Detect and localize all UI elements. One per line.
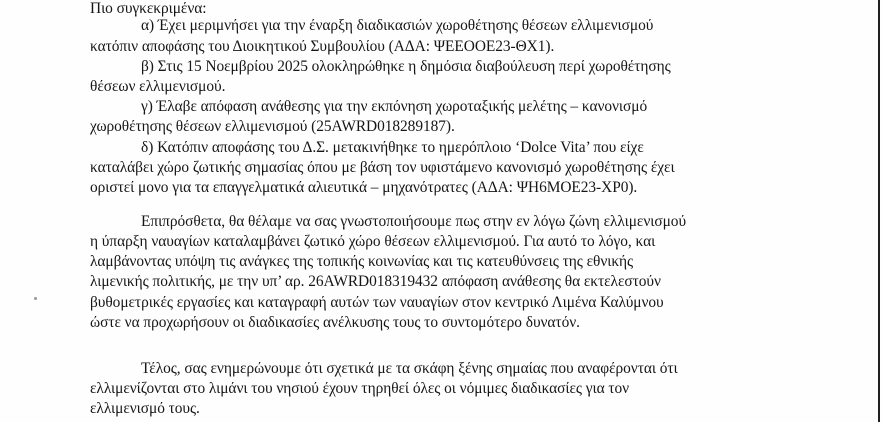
paragraph-2-line-3: λαμβάνοντας υπόψη τις ανάγκες της τοπικής κοινωνίας και τις κατευθύνσεις της εθνικής	[90, 253, 634, 270]
item-d-line-2: καταλάβει χώρο ζωτικής σημασίας όπου με βάση τον υφιστάμενο κανονισμό χωροθέτησης έχει	[90, 159, 675, 176]
item-a-line-2: κατόπιν αποφάσης του Διοικητικού Συμβουλίου (ΑΔΑ: ΨΕΕΟΟΕ23-ΘΧ1).	[90, 38, 555, 55]
item-a-line-1: α) Έχει μεριμνήσει για την έναρξη διαδικασιών χωροθέτησης θέσεων ελλιμενισμού	[141, 17, 654, 34]
paragraph-3-line-1: Τέλος, σας ενημερώνουμε ότι σχετικά με τα σκάφη ξένης σημαίας που αναφέρονται ότι	[141, 360, 678, 377]
paragraph-3-line-2: ελλιμενίζονται στο λιμάνι του νησιού έχουν τηρηθεί όλες οι νόμιμες διαδικασίες για τον	[90, 380, 630, 397]
item-d-line-3: οριστεί μονο για τα επαγγελματικά αλιευτικά – μηχανότρατες (ΑΔΑ: ΨΗ6ΜΟΕ23-ΧΡ0).	[90, 179, 638, 196]
scan-speck	[34, 297, 37, 300]
page-edge-rule	[878, 0, 880, 422]
paragraph-2-line-4: λιμενικής πολιτικής, με την υπ’ αρ. 26AWRD018319432 απόφαση ανάθεσης θα εκτελεστούν	[90, 273, 661, 290]
intro-line: Πιο συγκεκριμένα:	[90, 0, 207, 17]
paragraph-2-line-5: βυθομετρικές εργασίες και καταγραφή αυτών των ναυαγίων στον κεντρικό Λιμένα Καλύμνου	[90, 294, 664, 311]
paragraph-2-line-6: ώστε να προχωρήσουν οι διαδικασίες ανέλκυσης τους το συντομότερο δυνατόν.	[90, 314, 580, 331]
paragraph-3-line-3: ελλιμενισμό τους.	[90, 400, 200, 417]
item-c-line-2: χωροθέτησης θέσεων ελλιμενισμού (25AWRD018289187).	[90, 118, 455, 135]
item-d-line-1: δ) Κατόπιν αποφάσης του Δ.Σ. μετακινήθηκε το ημερόπλοιο ‘Dolce Vita’ που είχε	[141, 139, 644, 156]
paragraph-2-line-2: η ύπαρξη ναυαγίων καταλαμβάνει ζωτικό χώρο θέσεων ελλιμενισμού. Για αυτό το λόγο, και	[90, 233, 656, 250]
paragraph-2-line-1: Επιπρόσθετα, θα θέλαμε να σας γνωστοποιήσουμε πως στην εν λόγω ζώνη ελλιμενισμού	[141, 213, 687, 230]
item-b-line-2: θέσεων ελλιμενισμού.	[90, 78, 226, 95]
item-c-line-1: γ) Έλαβε απόφαση ανάθεσης για την εκπόνηση χωροταξικής μελέτης – κανονισμό	[141, 98, 648, 115]
item-b-line-1: β) Στις 15 Νοεμβρίου 2025 ολοκληρώθηκε η δημόσια διαβούλευση περί χωροθέτησης	[141, 58, 671, 75]
